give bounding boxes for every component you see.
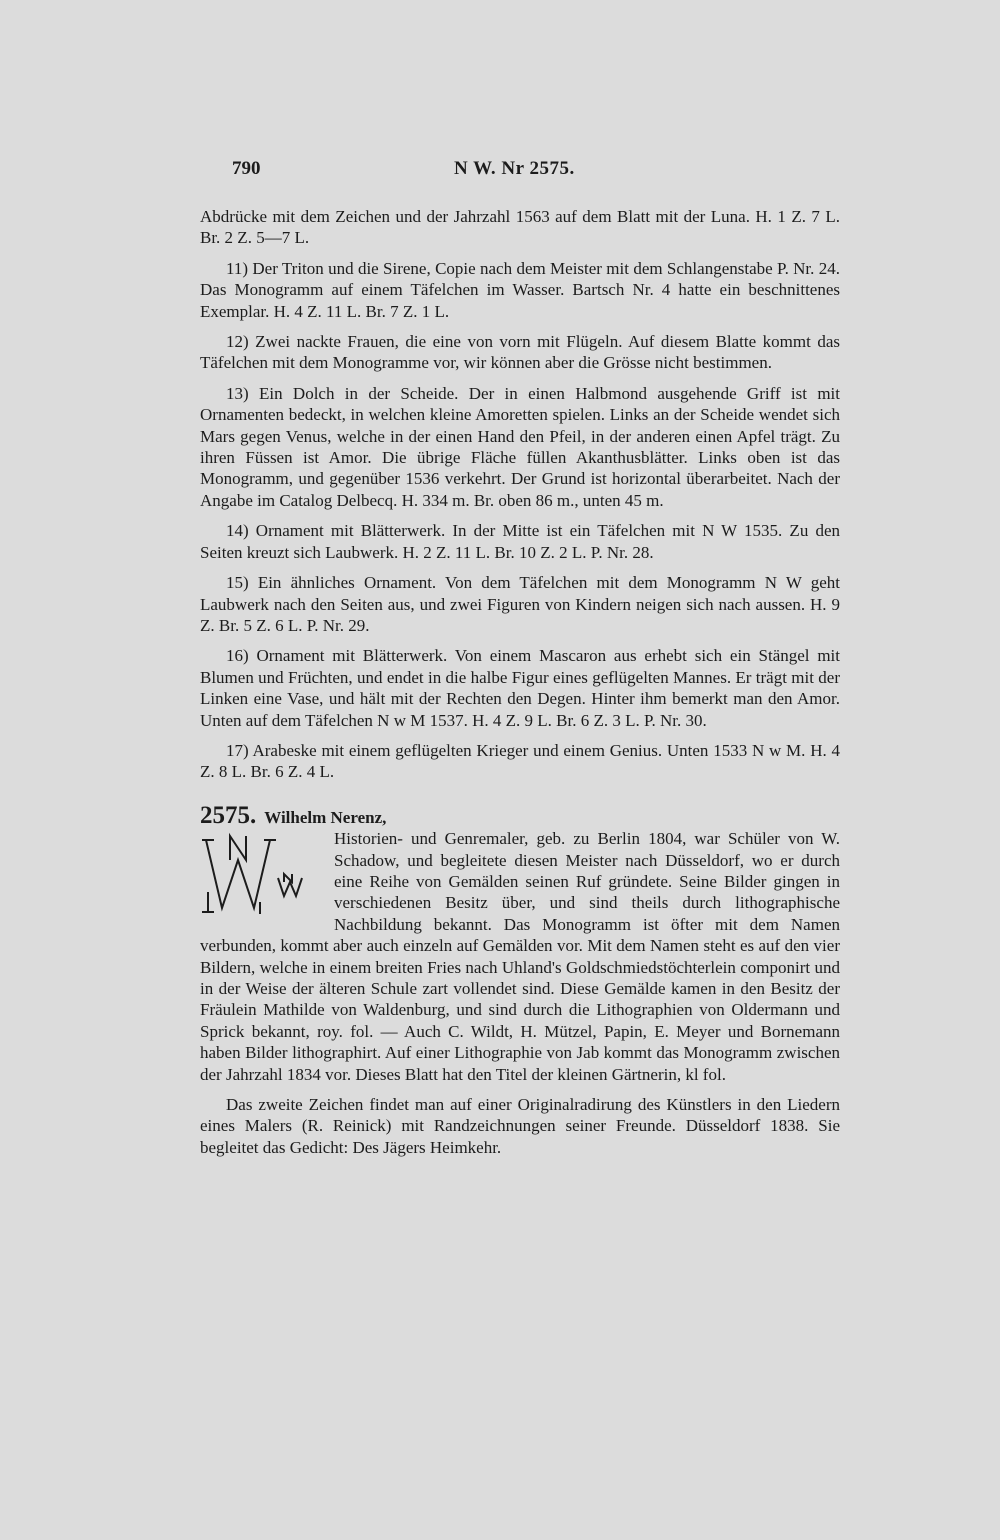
paragraph: 14) Ornament mit Blätterwerk. In der Mitte ist ein Täfelchen mit N W 1535. Zu den Seiten kreuzt sich Laubwerk. H. 2 Z. 11 L. Br. 10 Z. 2 L. P. Nr. 28. — [200, 521, 840, 562]
page-number: 790 — [232, 158, 261, 179]
running-title: N W. Nr 2575. — [454, 158, 575, 179]
entry-name: Wilhelm Nerenz, — [264, 807, 387, 827]
paragraph: Abdrücke mit dem Zeichen und der Jahrzahl 1563 auf dem Blatt mit der Luna. H. 1 Z. 7 L. Br. 2 Z. 5—7 L. — [200, 207, 840, 248]
entry-text: Historien- und Genremaler, geb. zu Berlin 1804, war Schüler von W. Schadow, und begleitete diesen Meister nach Düsseldorf, wo er durch eine Reihe von Gemälden seinen Ruf gründete. Seine Bilder gingen in verschiedenen Besitz über, und sind theils durch lithographische Nachbildung bekannt. Das Monogramm ist öfter mit dem Namen verbunden, kommt aber auch einzeln auf Gemälden vor. Mit dem Namen steht es auf den vier Bildern, welche in einem breiten Fries nach Uhland's Goldschmiedstöchterlein componirt und in der Weise der älteren Schule zart vollendet sind. Diese Gemälde kamen in den Besitz der Fräulein Mathilde von Waldenburg, und sind durch die Lithographien von Oldermann und Sprick bekannt, roy. fol. — Auch C. Wildt, H. Mützel, Papin, E. Meyer und Bornemann haben Bilder lithographirt. Auf einer Lithographie von Jab kommt das Monogramm zwischen der Jahrzahl 1834 vor. Dieses Blatt hat den Titel der kleinen Gärtnerin, kl fol. — [200, 829, 840, 1084]
paragraph: 11) Der Triton und die Sirene, Copie nach dem Meister mit dem Schlangenstabe P. Nr. 24. Das Monogramm auf einem Täfelchen im Wasser. Bartsch Nr. 4 hatte ein beschnittenes Exemplar. H. 4 Z. 11 L. Br. 7 Z. 1 L. — [200, 258, 840, 321]
entry-second-paragraph: Das zweite Zeichen findet man auf einer Originalradirung des Künstlers in den Liedern eines Malers (R. Reinick) mit Randzeichnungen seiner Freunde. Düsseldorf 1838. Sie begleitet das Gedicht: Des Jägers Heimkehr. — [200, 1095, 840, 1157]
entry-number: 2575. — [200, 801, 257, 829]
paragraph: 16) Ornament mit Blätterwerk. Von einem Mascaron aus erhebt sich ein Stängel mit Blumen und Früchten, und endet in die halbe Figur eines geflügelten Mannes. Er trägt mit der Linken eine Vase, und hält mit der Rechten den Degen. Hinter ihm bemerkt man den Amor. Unten auf dem Täfelchen N w M 1537. H. 4 Z. 9 L. Br. 6 Z. 3 L. P. Nr. 30. — [200, 646, 840, 730]
entry-heading — [200, 801, 840, 829]
page-body — [200, 206, 840, 1158]
monogram-figure — [200, 830, 320, 914]
paragraph: 17) Arabeske mit einem geflügelten Krieger und einem Genius. Unten 1533 N w M. H. 4 Z. 8 L. Br. 6 Z. 4 L. — [200, 740, 840, 782]
entry-2575 — [200, 801, 840, 1159]
paragraph: 13) Ein Dolch in der Scheide. Der in einen Halbmond ausgehende Griff ist mit Ornamenten bedeckt, in welchen kleine Amoretten spielen. Links an der Scheide wendet sich Mars gegen Venus, welche in der einen Hand den Pfeil, in der anderen einen Apfel trägt. Zu ihren Füssen ist Amor. Die übrige Fläche füllen Akanthusblätter. Links oben ist das Monogramm, und gegenüber 1536 verkehrt. Der Grund ist horizontal überarbeitet. Nach der Angabe im Catalog Delbecq. H. 334 m. Br. oben 86 m., unten 45 m. — [200, 383, 840, 510]
paragraph: 12) Zwei nackte Frauen, die eine von vorn mit Flügeln. Auf diesem Blatte kommt das Täfelchen mit dem Monogramme vor, wir können aber die Grösse nicht bestimmen. — [200, 332, 840, 373]
paragraph: 15) Ein ähnliches Ornament. Von dem Täfelchen mit dem Monogramm N W geht Laubwerk nach den Seiten aus, und zwei Figuren von Kindern neigen sich nach aussen. H. 9 Z. Br. 5 Z. 6 L. P. Nr. 29. — [200, 573, 840, 635]
